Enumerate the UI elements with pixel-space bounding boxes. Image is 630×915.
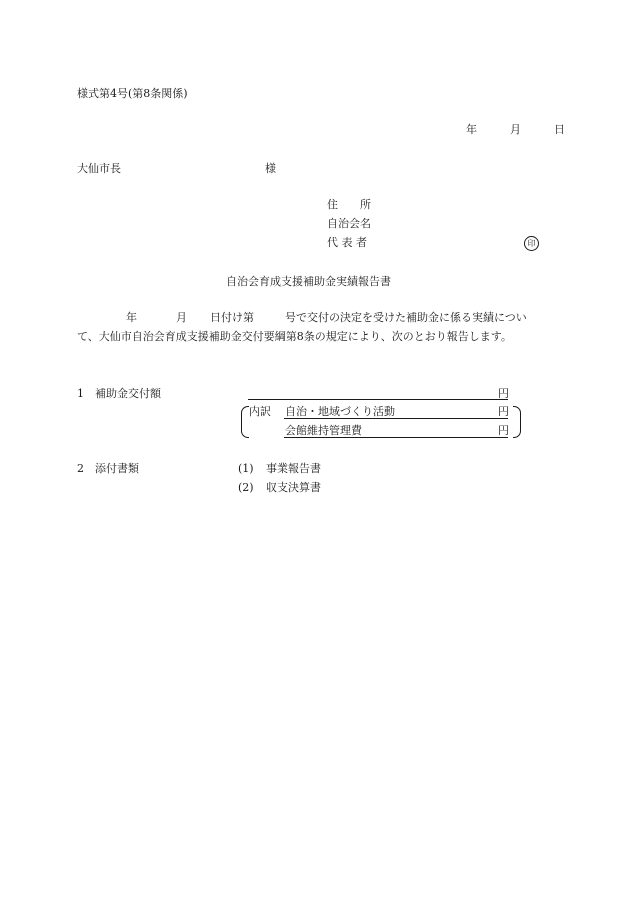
item1-unit: 円 (498, 387, 509, 400)
breakdown-activities-unit: 円 (498, 405, 509, 418)
date-year: 年 (466, 123, 477, 136)
breakdown-label: 内訳 (249, 405, 271, 418)
breakdown-bracket-left (241, 406, 249, 438)
attachment-2-number: (2) (238, 481, 254, 494)
item2-number: 2 (77, 462, 84, 475)
body-line2: て、大仙市自治会育成支援補助金交付要綱第8条の規定により、次のとおり報告します。 (77, 330, 512, 343)
date-field (466, 123, 565, 137)
item1-number: 1 (77, 387, 84, 400)
attachment-1-number: (1) (238, 462, 254, 475)
body-line1-rest: 号で交付の決定を受けた補助金に係る実績につい (285, 311, 527, 324)
address-label: 住 所 (327, 198, 371, 211)
breakdown-item-activities: 自治・地域づくり活動 (285, 405, 395, 418)
representative-label: 代 表 者 (327, 236, 367, 249)
association-name-label: 自治会名 (327, 217, 371, 230)
body-year: 年 (126, 311, 137, 324)
document-title: 自治会育成支援補助金実績報告書 (226, 275, 391, 288)
item2-label: 添付書類 (95, 462, 139, 475)
breakdown-item-hall: 会館維持管理費 (285, 424, 362, 437)
breakdown-bracket-right (513, 406, 521, 438)
form-number: 様式第4号(第8条関係) (77, 87, 188, 100)
breakdown-hall-unit: 円 (498, 424, 509, 437)
addressee-honorific: 様 (265, 162, 276, 175)
seal-mark: 印 (524, 236, 539, 251)
attachment-1-name: 事業報告書 (266, 462, 321, 475)
body-month: 月 (176, 311, 187, 324)
breakdown-hall-underline (284, 437, 508, 438)
date-month: 月 (510, 123, 521, 136)
date-day: 日 (554, 123, 565, 136)
item1-label: 補助金交付額 (95, 387, 161, 400)
body-dated: 日付け第 (210, 311, 254, 324)
attachment-2-name: 収支決算書 (266, 481, 321, 494)
breakdown-activities-underline (284, 418, 508, 419)
addressee-name: 大仙市長 (77, 162, 121, 175)
item1-amount-underline (248, 399, 508, 400)
